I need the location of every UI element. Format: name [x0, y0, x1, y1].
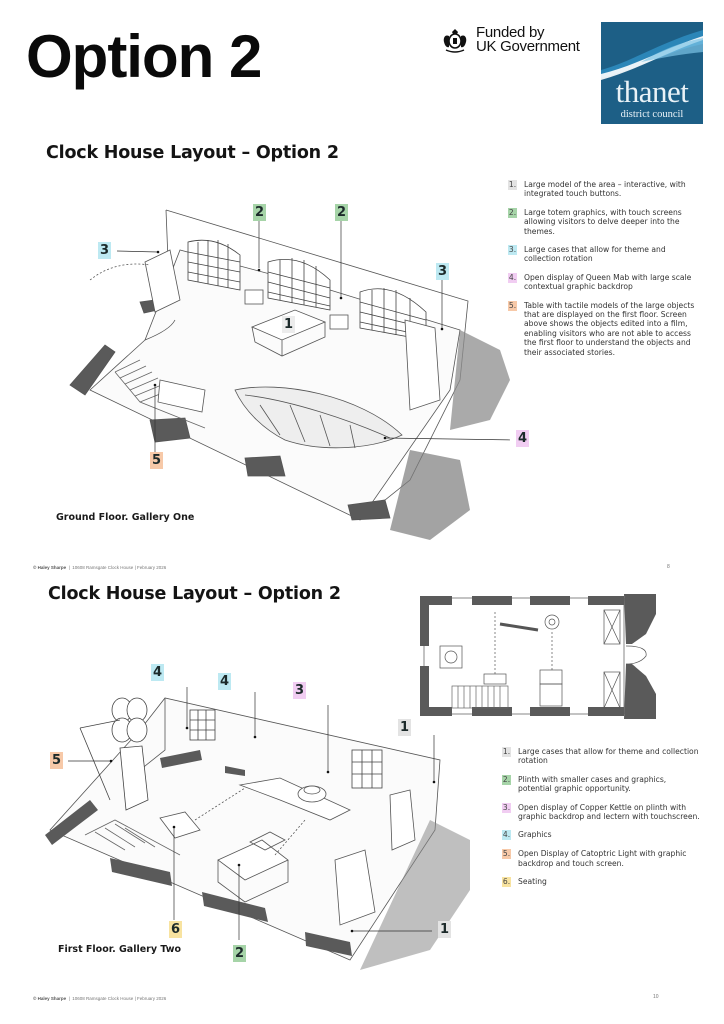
- legend-item: 5. Table with tactile models of the large objects that are displayed on the first floor. Screen above shows the objects edited into a film, enabling visitors who are not able to access the first floor to understand the objects and their associated stories.: [508, 300, 695, 357]
- label-badge-4b: 4: [220, 674, 230, 689]
- legend-item: 4. Open display of Queen Mab with large scale contextual graphic backdrop: [508, 272, 692, 292]
- caption-ground-floor: Ground Floor. Gallery One: [56, 512, 195, 523]
- label-badge-4: 4: [518, 431, 528, 446]
- legend-item: 2. Large totem graphics, with touch screens allowing visitors to delve deeper into the themes.: [508, 207, 682, 236]
- funded-line-1: Funded by: [476, 24, 545, 41]
- label-badge-1a: 1: [400, 720, 410, 735]
- page-number-top: 8: [667, 564, 670, 570]
- council-logo-subtitle: district council: [620, 109, 684, 120]
- legend-item: 1. Large cases that allow for theme and collection rotation: [502, 747, 699, 766]
- legend-item: 2. Plinth with smaller cases and graphics, potential graphic opportunity.: [502, 774, 667, 794]
- footer-first-floor: © Haley Sharpe | 10608 Ramsgate Clock House | February 2026: [33, 996, 167, 1001]
- thanet-district-council-logo: [601, 22, 703, 124]
- label-badge-5: 5: [152, 453, 162, 468]
- label-badge-2: 2: [235, 946, 245, 961]
- ground-floor-isometric-drawing: [30, 180, 510, 540]
- legend-item: 6. Seating: [502, 877, 547, 887]
- legend-item: 5. Open Display of Catoptric Light with graphic backdrop and touch screen.: [502, 849, 687, 868]
- label-badge-6: 6: [171, 922, 181, 937]
- first-floor-isometric-drawing: [30, 650, 490, 970]
- label-badge-5: 5: [52, 753, 62, 768]
- label-badge-1b: 1: [440, 922, 450, 937]
- legend-item: 4. Graphics: [502, 830, 552, 840]
- page-number-bottom: 10: [653, 994, 659, 1000]
- label-badge-3: 3: [295, 683, 305, 698]
- label-badge-2a: 2: [255, 205, 265, 220]
- legend-item: 3. Open display of Copper Kettle on plinth with graphic backdrop and lectern with touchscreen.: [502, 802, 700, 822]
- label-badge-3a: 3: [100, 243, 110, 258]
- legend-first-floor: [502, 747, 702, 896]
- label-badge-3b: 3: [438, 264, 448, 279]
- legend-ground-floor: [508, 180, 698, 366]
- caption-first-floor: First Floor. Gallery Two: [58, 944, 182, 955]
- section-title-first-floor: Clock House Layout – Option 2: [48, 584, 341, 604]
- label-badge-2b: 2: [337, 205, 347, 220]
- funded-by-uk-government-logo: [440, 26, 580, 54]
- footer-ground-floor: © Haley Sharpe | 10608 Ramsgate Clock House | February 2026: [33, 565, 167, 570]
- legend-item: 1. Large model of the area – interactive, with integrated touch buttons.: [508, 180, 686, 199]
- council-logo-name: thanet: [615, 74, 689, 109]
- label-badge-4a: 4: [153, 665, 163, 680]
- section-title-ground-floor: Clock House Layout – Option 2: [46, 143, 339, 163]
- royal-crest-icon: [440, 26, 470, 54]
- funded-line-2: UK Government: [476, 38, 580, 55]
- label-badge-1: 1: [284, 317, 294, 332]
- page-title: Option 2: [26, 23, 262, 90]
- legend-item: 3. Large cases that allow for theme and collection rotation: [508, 245, 666, 264]
